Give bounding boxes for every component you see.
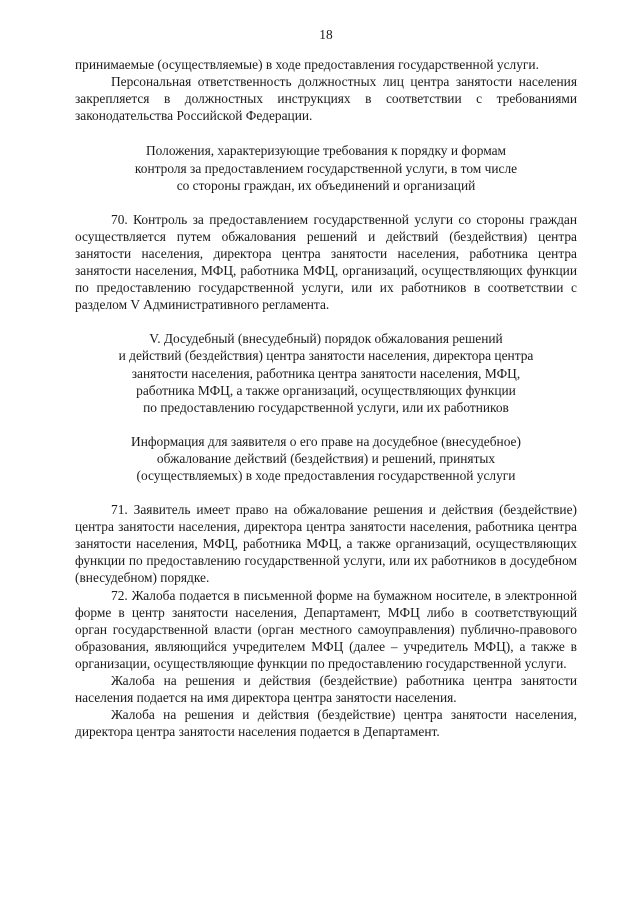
page-number: 18: [319, 27, 333, 42]
heading-control-requirements: [75, 142, 577, 193]
paragraph-complaint-worker: Жалоба на решения и действия (бездействие) работника центра занятости населения подается на имя директора центра занятости населения.: [75, 673, 577, 706]
heading-line: со стороны граждан, их объединений и организаций: [176, 177, 476, 193]
heading-line: по предоставлению государственной услуги, или их работников: [143, 399, 509, 415]
paragraph-71: 71. Заявитель имеет право на обжалование решения и действия (бездействие) центра занятости населения, директора центра занятости населения, работника центра занятости населения, МФЦ, работника МФЦ, а также организаций, осуществляющих функции по предоставлению государственной услуги, или их работников в досудебном (внесудебном) порядке.: [75, 502, 577, 586]
heading-line: и действий (бездействия) центра занятости населения, директора центра: [118, 348, 534, 364]
heading-line: обжалование действий (бездействия) и решений, принятых: [156, 450, 496, 466]
heading-line: занятости населения, работника центра занятости населения, МФЦ,: [131, 365, 521, 381]
paragraph-70: 70. Контроль за предоставлением государственной услуги со стороны граждан осуществляется путем обжалования решений и действий (бездействия) центра занятости населения, директора центра занятости населения, работника центра занятости населения, МФЦ, работника МФЦ, организаций, осуществляющих функции по предоставлению государственной услуги, или их работников в соответствии с разделом V Административного регламента.: [75, 211, 577, 313]
paragraph-responsibility: Персональная ответственность должностных лиц центра занятости населения закрепляется в должностных инструкциях в соответствии с требованиями законодательства Российской Федерации.: [75, 74, 577, 124]
paragraph-complaint-center: Жалоба на решения и действия (бездействие) центра занятости населения, директора центра занятости населения подается в Департамент.: [75, 707, 577, 740]
heading-line: работника МФЦ, а также организаций, осуществляющих функции: [136, 382, 516, 398]
heading-applicant-info: [75, 433, 577, 484]
heading-section-5: [75, 330, 577, 415]
heading-line: (осуществляемых) в ходе предоставления государственной услуги: [136, 467, 516, 483]
paragraph-continued: принимаемые (осуществляемые) в ходе предоставления государственной услуги.: [75, 57, 539, 73]
heading-line: V. Досудебный (внесудебный) порядок обжалования решений: [149, 331, 503, 347]
heading-line: контроля за предоставлением государственной услуги, в том числе: [134, 160, 518, 176]
heading-line: Положения, характеризующие требования к порядку и формам: [145, 143, 506, 159]
paragraph-72: 72. Жалоба подается в письменной форме на бумажном носителе, в электронной форме в центр занятости населения, Департамент, МФЦ либо в соответствующий орган государственной власти (орган местного самоуправления) публично-правового образования, являющийся учредителем МФЦ (далее – учредитель МФЦ), а также в организации, осуществляющие функции по предоставлению государственной услуги.: [75, 587, 577, 671]
heading-line: Информация для заявителя о его праве на досудебное (внесудебное): [131, 433, 521, 449]
